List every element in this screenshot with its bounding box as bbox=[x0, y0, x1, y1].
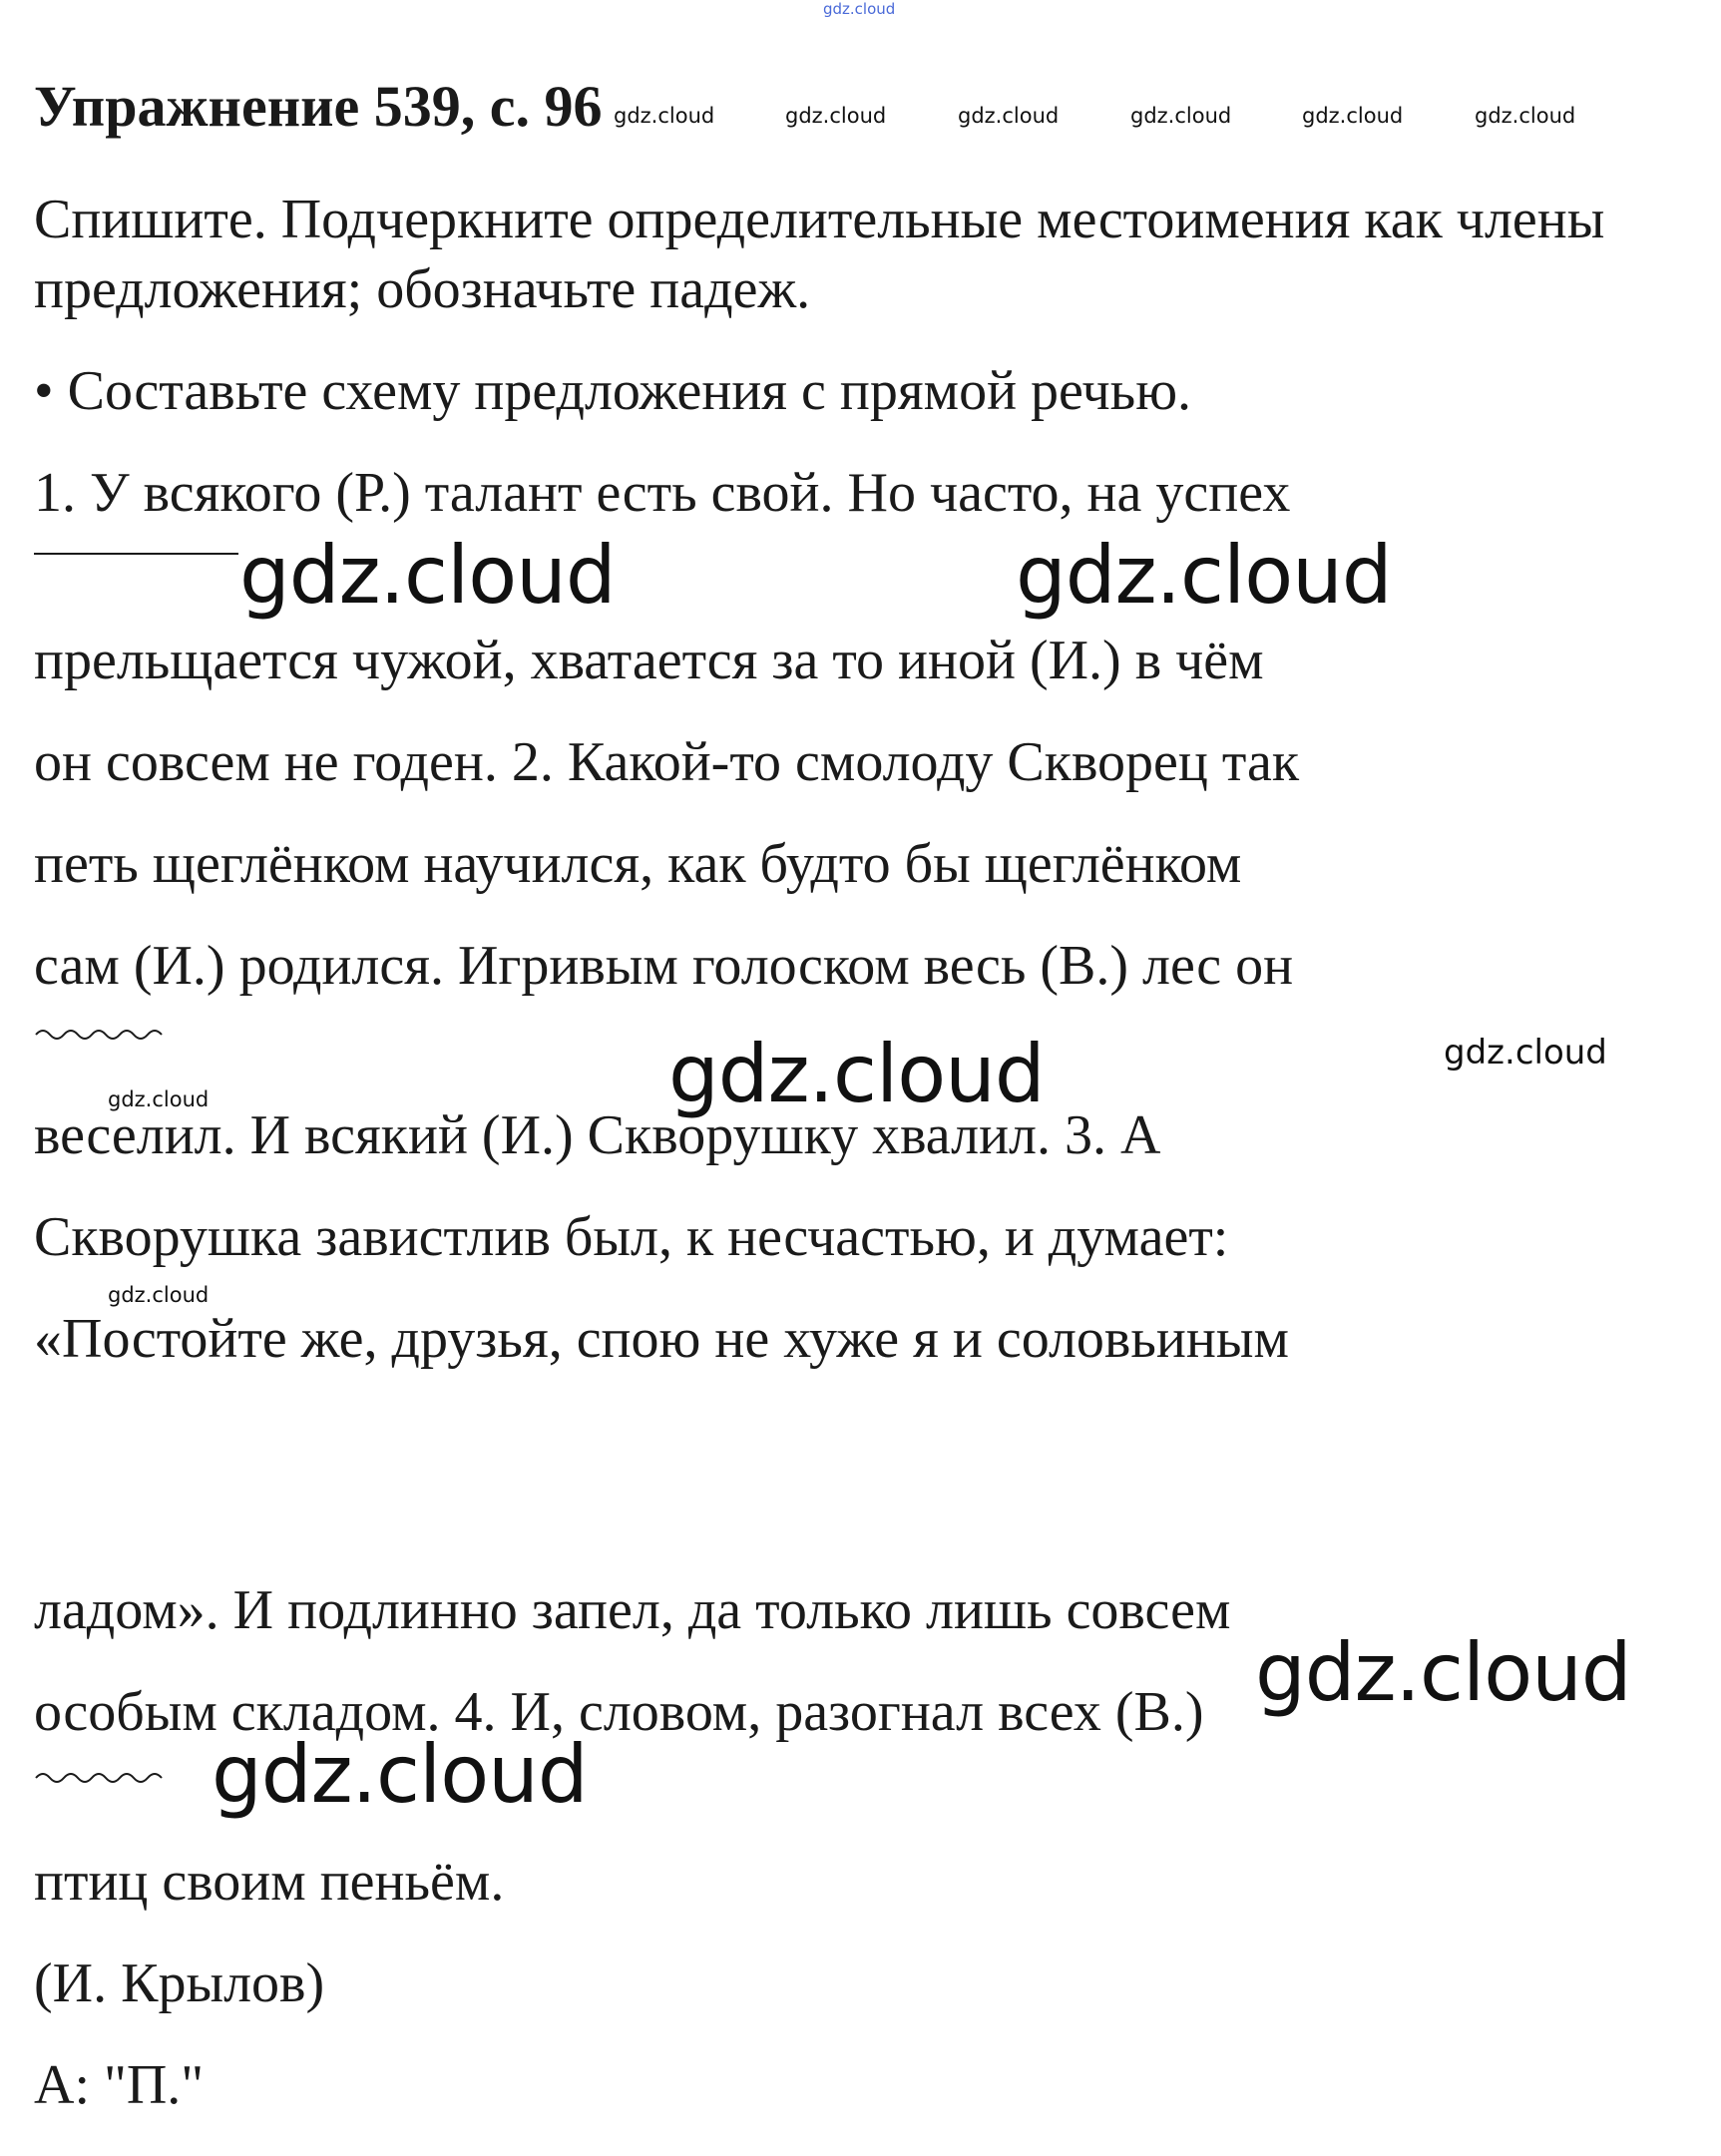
task-bullet: • Составьте схему предложения с прямой речью. bbox=[34, 360, 1192, 422]
watermark-medium: gdz.cloud bbox=[1444, 1033, 1607, 1073]
instruction-line: предложения; обозначьте падеж. bbox=[34, 258, 811, 320]
text-line: прельщается чужой, хватается за то иной (И.) в чём bbox=[34, 630, 1264, 691]
text-line: Скворушка завистлив был, к несчастью, и думает: bbox=[34, 1206, 1229, 1268]
text-line: особым складом. 4. И, словом, разогнал всех (В.) bbox=[34, 1681, 1204, 1743]
author: (И. Крылов) bbox=[34, 1952, 325, 2014]
watermark-small: gdz.cloud bbox=[958, 104, 1060, 128]
text-line: веселил. И всякий (И.) Скворушку хвалил. 3. А bbox=[34, 1104, 1161, 1166]
watermark-top: gdz.cloud bbox=[823, 0, 896, 18]
watermark-small: gdz.cloud bbox=[108, 1087, 210, 1111]
watermark-small: gdz.cloud bbox=[1475, 104, 1576, 128]
text-line: он совсем не годен. 2. Какой-то смолоду Скворец так bbox=[34, 731, 1300, 793]
text-line: ладом». И подлинно запел, да только лишь совсем bbox=[34, 1579, 1231, 1641]
watermark-small: gdz.cloud bbox=[614, 104, 715, 128]
watermark-small: gdz.cloud bbox=[1302, 104, 1404, 128]
watermark-small: gdz.cloud bbox=[108, 1283, 210, 1307]
text-line: «Постойте же, друзья, спою не хуже я и соловьиным bbox=[34, 1308, 1289, 1370]
text-line: сам (И.) родился. Игривым голоском весь (В.) лес он bbox=[34, 935, 1294, 997]
wavy-underline-mark bbox=[34, 1766, 164, 1790]
text-line: птиц своим пеньём. bbox=[34, 1851, 505, 1913]
speech-scheme: А: "П." bbox=[34, 2054, 205, 2116]
watermark-large: gdz.cloud bbox=[668, 1028, 1045, 1120]
instruction-line: Спишите. Подчеркните определительные местоимения как члены bbox=[34, 189, 1605, 250]
underline-mark bbox=[34, 544, 243, 564]
watermark-small: gdz.cloud bbox=[785, 104, 887, 128]
wavy-underline-mark bbox=[34, 1023, 164, 1047]
text-line: петь щеглёнком научился, как будто бы щеглёнком bbox=[34, 833, 1242, 895]
text-line: 1. У всякого (Р.) талант есть свой. Но часто, на успех bbox=[34, 462, 1291, 524]
watermark-large: gdz.cloud bbox=[1255, 1626, 1631, 1719]
exercise-title: Упражнение 539, с. 96 bbox=[34, 74, 603, 139]
watermark-large: gdz.cloud bbox=[239, 529, 616, 622]
watermark-small: gdz.cloud bbox=[1130, 104, 1232, 128]
watermark-large: gdz.cloud bbox=[212, 1728, 588, 1821]
watermark-large: gdz.cloud bbox=[1016, 529, 1392, 622]
